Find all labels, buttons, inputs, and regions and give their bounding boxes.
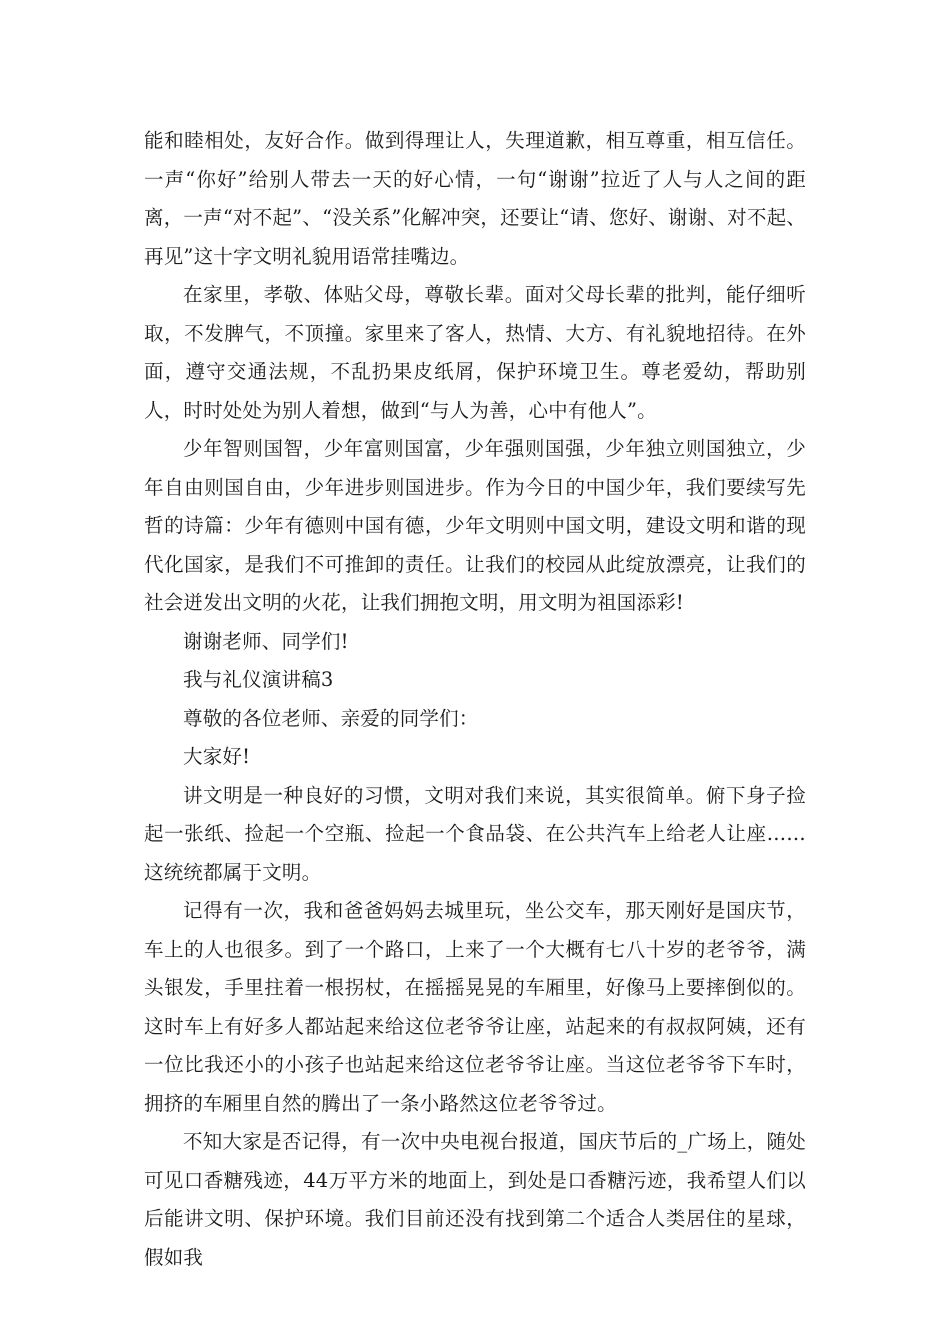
paragraph-10: 不知大家是否记得，有一次中央电视台报道，国庆节后的_广场上，随处可见口香糖残迹，44万平方米的地面上，到处是口香糖污迹，我希望人们以后能讲文明、保护环境。我们目前还没有找到第二个适合人类居住的星球，假如我	[144, 1130, 806, 1269]
paragraph-4: 谢谢老师、同学们!	[183, 629, 349, 653]
greeting: 大家好!	[183, 745, 251, 768]
salutation: 尊敬的各位老师、亲爱的同学们：	[183, 706, 479, 730]
paragraph-2: 在家里，孝敬、体贴父母，尊敬长辈。面对父母长辈的批判，能仔细听取，不发脾气，不顶撞。家里来了客人，热情、大方、有礼貌地招待。在外面，遵守交通法规，不乱扔果皮纸屑，保护环境卫生。尊老爱幼，帮助别人，时时处处为别人着想，做到“与人为善，心中有他人”。	[144, 283, 806, 422]
paragraph-8: 讲文明是一种良好的习惯，文明对我们来说，其实很简单。俯下身子捡起一张纸、捡起一个空瓶、捡起一个食品袋、在公共汽车上给老人让座……这统统都属于文明。	[144, 783, 806, 884]
document-page	[144, 122, 806, 1277]
paragraph-1: 能和睦相处，友好合作。做到得理让人，失理道歉，相互尊重，相互信任。一声“你好”给别人带去一天的好心情，一句“谢谢”拉近了人与人之间的距离，一声“对不起”、“没关系”化解冲突，还要让“请、您好、谢谢、对不起、再见”这十字文明礼貌用语常挂嘴边。	[144, 129, 806, 268]
paragraph-9: 记得有一次，我和爸爸妈妈去城里玩，坐公交车，那天刚好是国庆节，车上的人也很多。到了一个路口，上来了一个大概有七八十岁的老爷爷，满头银发，手里拄着一根拐杖，在摇摇晃晃的车厢里，好像马上要摔倒似的。这时车上有好多人都站起来给这位老爷爷让座，站起来的有叔叔阿姨，还有一位比我还小的小孩子也站起来给这位老爷爷让座。当这位老爷爷下车时，拥挤的车厢里自然的腾出了一条小路然这位老爷爷过。	[144, 899, 806, 1115]
paragraph-3: 少年智则国智，少年富则国富，少年强则国强，少年独立则国独立，少年自由则国自由，少年进步则国进步。作为今日的中国少年，我们要续写先哲的诗篇：少年有德则中国有德，少年文明则中国文明，建设文明和谐的现代化国家，是我们不可推卸的责任。让我们的校园从此绽放漂亮，让我们的社会迸发出文明的火花，让我们拥抱文明，用文明为祖国添彩!	[144, 437, 806, 614]
speech-title: 我与礼仪演讲稿3	[183, 668, 334, 691]
